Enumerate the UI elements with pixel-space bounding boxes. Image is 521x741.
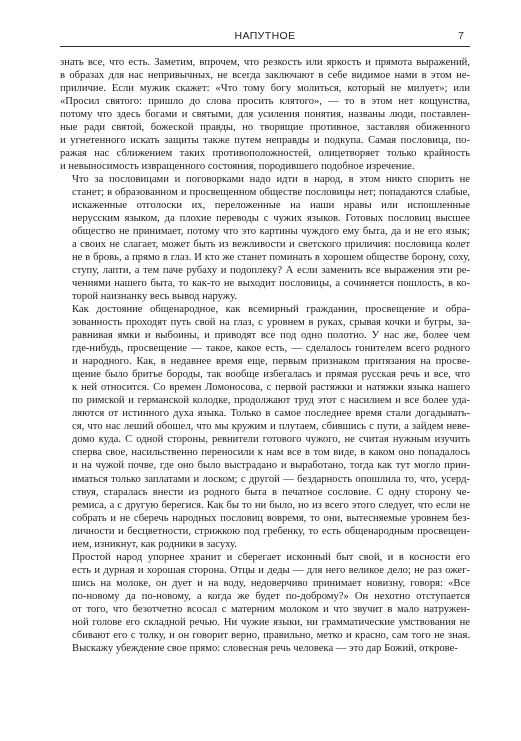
running-title: НАПУТНОЕ: [234, 30, 296, 42]
text-line: не в бровь, а прямо в глаз. И кто же станет поминать в хорошем обществе борону, соху,: [72, 252, 470, 264]
text-line: собрать и не сберечь народных пословиц вовремя, то они, вытесняемые уровнем без-: [72, 512, 470, 524]
text-line: сбивают его с толку, и он говорит верно, правильно, метко и красно, сам того не зная.: [72, 629, 470, 641]
page-header: [60, 25, 470, 47]
text-line: ражая нас сближением таких противоположностей, олицетворяет только крайность: [60, 148, 470, 160]
text-line: личности и бесцветности, стрижкою под гребенку, то есть общенародным просвещен-: [72, 525, 470, 537]
text-line: чениями нашего быта, то как-то не выходит пословицы, а сочиняется пошлость, в ко-: [72, 278, 470, 290]
text-line: и угнетенного искать защиты также путем неправды и подкупа. Самая пословица, по-: [60, 135, 470, 147]
text-line: Выскажу убеждение свое прямо: словесная речь человека — это дар Божий, открове-: [72, 642, 458, 654]
text-line: и на чужой почве, где оно было выстрадано и выработано, тогда как тут могло прин-: [72, 460, 470, 472]
text-line: ные ради святой, божеской правды, но творящие противное, заставляя обиженного: [60, 122, 470, 134]
text-line: где-нибудь, просвещение — такое, какое есть, — сделалось гонителем всего родного: [72, 343, 470, 355]
paragraph: [60, 551, 470, 655]
text-line: станет; в образованном и просвещенном обществе пословицы нет; попадаются слабые,: [72, 187, 470, 199]
header-rule: [60, 46, 470, 47]
paragraph: [60, 56, 470, 173]
text-line: и народного. Как, в недавнее время еще, первым признаком притязания на просве-: [72, 356, 470, 368]
text-line: ляются от истинного духа языка. Только в самое последнее время стали догадывать-: [72, 408, 470, 420]
text-line: ием, изникнут, как родники в засуху.: [72, 538, 237, 550]
paragraph: [60, 303, 470, 550]
text-line: «Просил святого: пришло до слова просить клятого», — то в этом нет кощунства,: [60, 96, 470, 108]
text-line: иматься только заплатами и лоском; с другой — бездарность опошлила то, что, усерд-: [72, 473, 470, 485]
text-line: ремиса, а с другую берегися. Как бы то ни было, но из всего этого следует, что если не: [72, 499, 470, 511]
text-line: Простой народ упорнее хранит и сберегает исконный быт свой, и в косности его: [72, 551, 470, 563]
text-line: по римской и германской колодке, продолжают труд этот с насилием и все более уда-: [72, 395, 470, 407]
text-line: зованность проходят путь свой на глаз, с уровнем в руках, срывая кочки и бугры, за-: [72, 317, 470, 329]
text-line: к ней относится. Со времен Ломоносова, с первой растяжки и натяжки языка нашего: [72, 382, 470, 394]
text-line: ступу, лапти, а тем паче рубаху и подоплеку? А если заменить все выражения эти ре-: [72, 265, 470, 277]
text-line: Как достояние общенародное, как всемирный гражданин, просвещение и обра-: [72, 304, 470, 316]
text-line: есть и дурная и хорошая сторона. Отцы и деды — для него великое дело; не раз ожег-: [72, 564, 470, 576]
text-line: от того, что безотчетно всосал с матерним молоком и что звучит в мало натружен-: [72, 603, 470, 615]
text-line: ной голове его складной речью. Ни чужие языки, ни грамматические умствования не: [72, 616, 470, 628]
text-line: нерусским языком, да плохие переводы с чужих языков. Готовых пословиц высшее: [72, 213, 470, 225]
text-line: Что за пословицами и поговорками надо идти в народ, в этом никто спорить не: [72, 174, 470, 186]
page-number: 7: [458, 30, 464, 42]
text-line: торой наизнанку весь вывод наружу.: [72, 291, 237, 303]
text-line: общество не принимает, потому что это картины чуждого ему быта, да и не его язык;: [72, 226, 470, 238]
text-line: искаженные отголоски их, переложенные на наши нравы или испошленные: [72, 200, 470, 212]
text-line: ствуя, старалась внести из родного быта в печатное сословие. С одну сторону че-: [72, 486, 470, 498]
text-line: ся, что нас леший обошел, что мы кружим и плутаем, сбившись с пути, а зайдем неве-: [72, 421, 470, 433]
text-line: щение было бритье бороды, так вообще избегалась и прямая русская речь и все, что: [72, 369, 470, 381]
text-line: знать все, что есть. Заметим, впрочем, что резкость или яркость и прямота выражений,: [60, 57, 470, 68]
text-line: и невыносимость извращенного состояния, породившего подобное изречение.: [60, 161, 415, 173]
text-line: по-новому да по-новому, а когда же будет по-доброму?» Он нехотно отступается: [72, 590, 470, 602]
text-line: потому что здесь богами и святыми, для усиления понятия, названы люди, поставлен-: [60, 109, 470, 121]
text-line: приличие. Если мужик скажет: «Что тому богу молиться, который не милует»; или: [60, 83, 470, 95]
text-line: а своих не слагает, может быть из вежливости и светского приличия: пословица колет: [72, 239, 470, 251]
text-line: домо куда. С одной стороны, ревнители готового чужого, не считая нужным изучить: [72, 434, 470, 446]
paragraph: [60, 173, 470, 303]
text-line: в образах для нас непривычных, не всегда заключают в себе видимое нами в этом не-: [60, 70, 470, 82]
text-line: сперва свое, насильственно переносили к нам все в том виде, в каком оно попадалось: [72, 447, 470, 459]
text-line: равнивая ямки и выбоины, и приводят все под одно полотно. У нас же, более чем: [72, 330, 470, 342]
body-text: [60, 56, 470, 655]
text-line: шись на молоке, он дует и на воду, недоверчиво принимает новизну, говоря: «Все: [72, 577, 470, 589]
